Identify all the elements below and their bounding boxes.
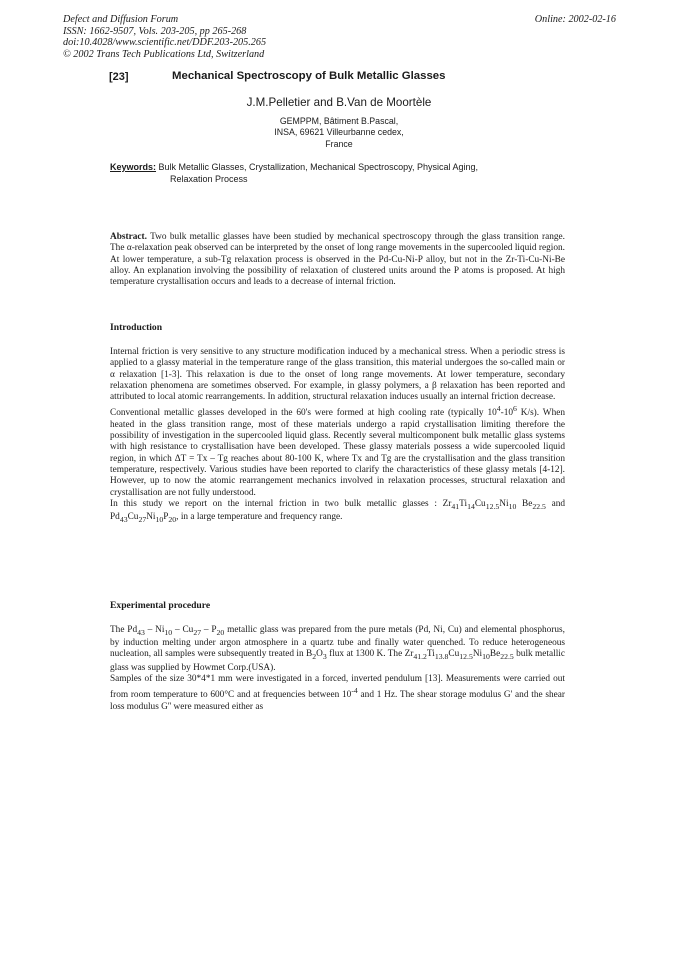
intro-paragraph-2: Conventional metallic glasses developed in the 60's were formed at high cooling rate (typically $10^4-10^6$ K/s). When heated in the glass transition range, most of these materials undergo a rapid crystallisation limiting therefore the possibility of investigation in the supercooled liquid glass. Recently several multicomponent bulk metallic glass systems with high resistance to crystallisation have been developed. These glassy materials possess a wide supercooled liquid region, in which ΔT = Tx – Tg reaches about 80-100 K, where Tx and Tg are the crystallisation and the glass transition temperature, respectively. Various studies have been reported to clarify the characteristics of these glassy metals [4-12]. However, up to now the atomic rearrangement mechanics involved in relaxation processes, structural relaxation and crystallisation are not fully understood. bbox=[110, 404, 565, 498]
keywords-line-2: Relaxation Process bbox=[170, 174, 248, 184]
experimental-body bbox=[110, 625, 565, 713]
keywords bbox=[110, 161, 570, 185]
experimental-heading: Experimental procedure bbox=[110, 600, 211, 611]
copyright-line: © 2002 Trans Tech Publications Ltd, Switzerland bbox=[63, 48, 265, 60]
experimental-paragraph-2: Samples of the size 30*4*1 mm were investigated in a forced, inverted pendulum [13]. Measurements were carried out from room temperature to 600°C and at frequencies between $10^{-4}$ and 1 Hz. The shear storage modulus G' and the shear loss modulus G'' were measured either as bbox=[110, 673, 565, 712]
issn-line: ISSN: 1662-9507, Vols. 203-205, pp 265-268 bbox=[63, 25, 247, 37]
online-date: Online: 2002-02-16 bbox=[534, 14, 616, 25]
affiliation-line-1: GEMPPM, Bâtiment B.Pascal, bbox=[279, 116, 399, 126]
intro-paragraph-3: In this study we report on the internal friction in two bulk metallic glasses : $Zr_{41}Ti_{14}Cu_{12.5}Ni_{10}$ $Be_{22.5}$ and $Pd_{43}Cu_{27}Ni_{10}P_{20}$, in a large temperature and frequency range. bbox=[110, 498, 565, 524]
introduction-heading: Introduction bbox=[110, 322, 163, 333]
doi-line: doi:10.4028/www.scientific.net/DDF.203-205.265 bbox=[63, 37, 267, 49]
reference-number: [23] bbox=[109, 71, 129, 83]
introduction-body bbox=[110, 347, 565, 525]
authors: J.M.Pelletier and B.Van de Moortèle bbox=[246, 96, 432, 109]
journal-header bbox=[63, 14, 266, 60]
abstract-label: Abstract. bbox=[110, 232, 147, 242]
keywords-line-1: Bulk Metallic Glasses, Crystallization, Mechanical Spectroscopy, Physical Aging, bbox=[158, 162, 478, 172]
keywords-label: Keywords: bbox=[110, 162, 157, 172]
journal-name: Defect and Diffusion Forum bbox=[63, 14, 179, 25]
affiliation bbox=[0, 116, 678, 150]
paper-title: Mechanical Spectroscopy of Bulk Metallic Glasses bbox=[172, 70, 446, 82]
experimental-paragraph-1: The $Pd_{43} - Ni_{10} - Cu_{27} - P_{20}$ metallic glass was prepared from the pure metals (Pd, Ni, Cu) and elemental phosphorus, by induction melting under argon atmosphere in a quartz tube and finally water quenched. To reduce heterogeneous nucleation, all samples were subsequently treated in $B_2O_3$ flux at 1300 K. The $Zr_{41.2}Ti_{13.8}Cu_{12.5}Ni_{10}Be_{22.5}$ bulk metallic glass was supplied by Howmet Corp.(USA). bbox=[110, 625, 566, 673]
abstract-text: Two bulk metallic glasses have been studied by mechanical spectroscopy through the glass transition range. The α-relaxation peak observed can be interpreted by the onset of long range movements in the supercooled liquid region. At lower temperature, a sub-Tg relaxation process is observed in the Pd-Cu-Ni-P alloy, but not in the Zr-Ti-Cu-Ni-Be alloy. An explanation involving the possibility of relaxation of clustered units around the P atoms is proposed. At high temperature crystallisation occurs and leads to a decrease of internal friction. bbox=[110, 232, 565, 288]
abstract bbox=[110, 232, 565, 288]
affiliation-line-3: France bbox=[325, 138, 353, 149]
intro-paragraph-1: Internal friction is very sensitive to any structure modification induced by a mechanical stress. When a periodic stress is applied to a glassy material in the temperature range of the glass transition, this material undergoes the so-called main or α relaxation [1-3]. This relaxation is due to the onset of long range movements. At lower temperature, secondary relaxation phenomena are sometimes observed. For example, in glassy polymers, a β relaxation has been reported and attributed to local atomic rearrangements. In addition, structural relaxation induces usually an internal friction decrease. bbox=[110, 347, 565, 403]
affiliation-line-2: INSA, 69621 Villeurbanne cedex, bbox=[274, 127, 404, 138]
